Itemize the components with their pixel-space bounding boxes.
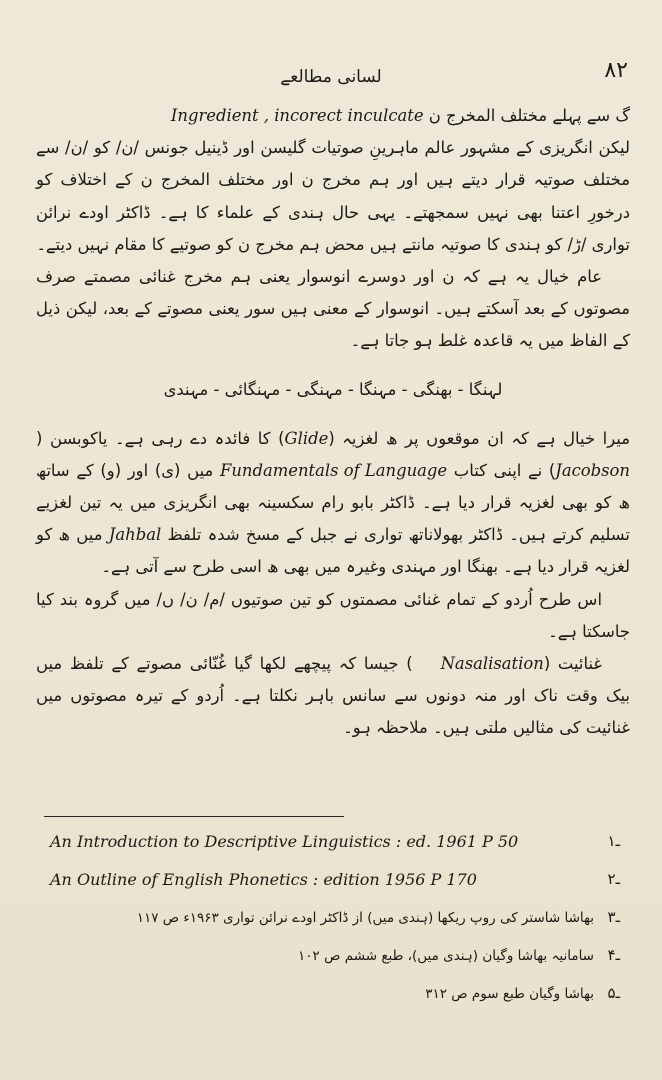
text-run: غنائیت ( [543, 654, 602, 674]
footnote-text: An Introduction to Descriptive Linguistics : ed. 1961 P 50 [50, 832, 519, 851]
example-word-list [36, 374, 630, 406]
text-run: گ سے پہلے مختلف المخرج ن [423, 106, 630, 125]
latin-term: Ingredient , incorect inculcate [170, 106, 424, 125]
footnote [44, 864, 620, 902]
footnote-text: سامانیہ بھاشا وگیان (ہندی میں)، طبع ششم ص ۱۰۲ [298, 948, 594, 964]
text-run: لہنگا - بھنگی - مہنگا - مہنگی - مہنگائی - مہندی [163, 380, 503, 400]
text-run: میں (ی) اور (و) کے ساتھ ھ کو بھی لغزیہ قرار دیا ہے۔ ڈاکٹر بابو رام سکسینہ بھی انگریزی میں یہ تین لغزیے تسلیم کرتے ہیں۔ ڈاکٹر بھولاناتھ تواری نے جبل کے مسخ شدہ تلفظ [36, 460, 630, 545]
footnote-text: An Outline of English Phonetics : edition 1956 P 170 [50, 870, 477, 889]
footnote [44, 826, 620, 864]
footnotes [44, 826, 620, 1016]
paragraph [36, 423, 630, 584]
latin-term: Fundamentals of Language [219, 460, 448, 480]
text-run: ) نے اپنی کتاب [447, 460, 556, 480]
footnote [44, 902, 620, 940]
text-run: اس طرح اُردو کے تمام غنائی مصمتوں کو تین صوتیوں /م/ ن/ ں/ میں گروہ بند کیا جاسکتا ہے۔ [36, 589, 630, 641]
latin-term: Jahbal [108, 525, 162, 545]
footnote-text: بھاشا شاستر کی روپ ریکھا (ہندی میں) از ڈاکٹر اودے نرائن تواری ۱۹۶۳ء ص ۱۱۷ [136, 910, 594, 926]
text-run: میرا خیال ہے کہ ان موقعوں پر ھ لغزیہ ( [328, 428, 630, 448]
paragraph [36, 584, 630, 648]
footnote-number: ۵ـ [607, 984, 620, 1002]
footnote-number: ۱ـ [607, 832, 620, 850]
latin-term: Glide [284, 428, 329, 448]
text-run: میں ھ کو لغزیہ قرار دیا ہے۔ بھنگا اور مہندی وغیرہ میں بھی ھ اسی طرح سے آتی ہے۔ [36, 525, 630, 577]
body-text [36, 100, 630, 745]
latin-term: Jacobson [555, 460, 630, 480]
paragraph [36, 100, 630, 132]
footnote-number: ۳ـ [607, 908, 620, 926]
running-header-title: لسانی مطالعے [280, 67, 382, 87]
paragraph [36, 261, 630, 358]
page-number: ۸۲ [604, 58, 628, 83]
footnote-divider [44, 816, 344, 817]
text-run: ) جیسا کہ پیچھے لکھا گیا غُنّائی مصوتے کے تلفظ میں بیک وقت ناک اور منہ دونوں سے سانس باہر نکلتا ہے۔ اُردو کے تیرہ مصوتوں میں غنائیت کی مثالیں ملتی ہیں۔ ملاحظہ ہو۔ [36, 654, 630, 738]
paragraph [36, 132, 630, 261]
footnote-text: بھاشا وگیان طبع سوم ص ۳۱۲ [425, 986, 594, 1002]
text-run: لیکن انگریزی کے مشہور عالم ماہرینِ صوتیات گلیسن اور ڈینیل جونس /ن/ کو /ن/ سے مختلف صوتیہ قرار دیتے ہیں اور ہم مخرج ن اور مختلف المخرج ن کے اختلاف کو درخورِ اعتنا بھی نہیں سمجھتے۔ یہی حال ہندی کے علماء کا ہے۔ ڈاکٹر اودے نرائن تواری /ڑ/ کو ہندی کا صوتیہ مانتے ہیں محض ہم مخرج ن کو صوتیے کا مقام نہیں دیتے۔ [36, 138, 630, 254]
text-run: عام خیال یہ ہے کہ ن اور دوسرے انوسوار یعنی ہم مخرج غنائی مصمتے صرف مصوتوں کے بعد آسکتے ہیں۔ انوسوار کے معنی ہیں سور یعنی مصوتے کے بعد، لیکن ذیل کے الفاظ میں یہ قاعدہ غلط ہو جاتا ہے۔ [36, 267, 630, 351]
latin-term: Nasalisation [440, 654, 544, 674]
footnote-number: ۴ـ [607, 946, 620, 964]
footnote [44, 978, 620, 1016]
paragraph [36, 648, 630, 745]
footnote [44, 940, 620, 978]
footnote-number: ۲ـ [607, 870, 620, 888]
text-run: ) کا فائدہ دے رہی ہے۔ یاکوبسن ( [36, 428, 285, 448]
